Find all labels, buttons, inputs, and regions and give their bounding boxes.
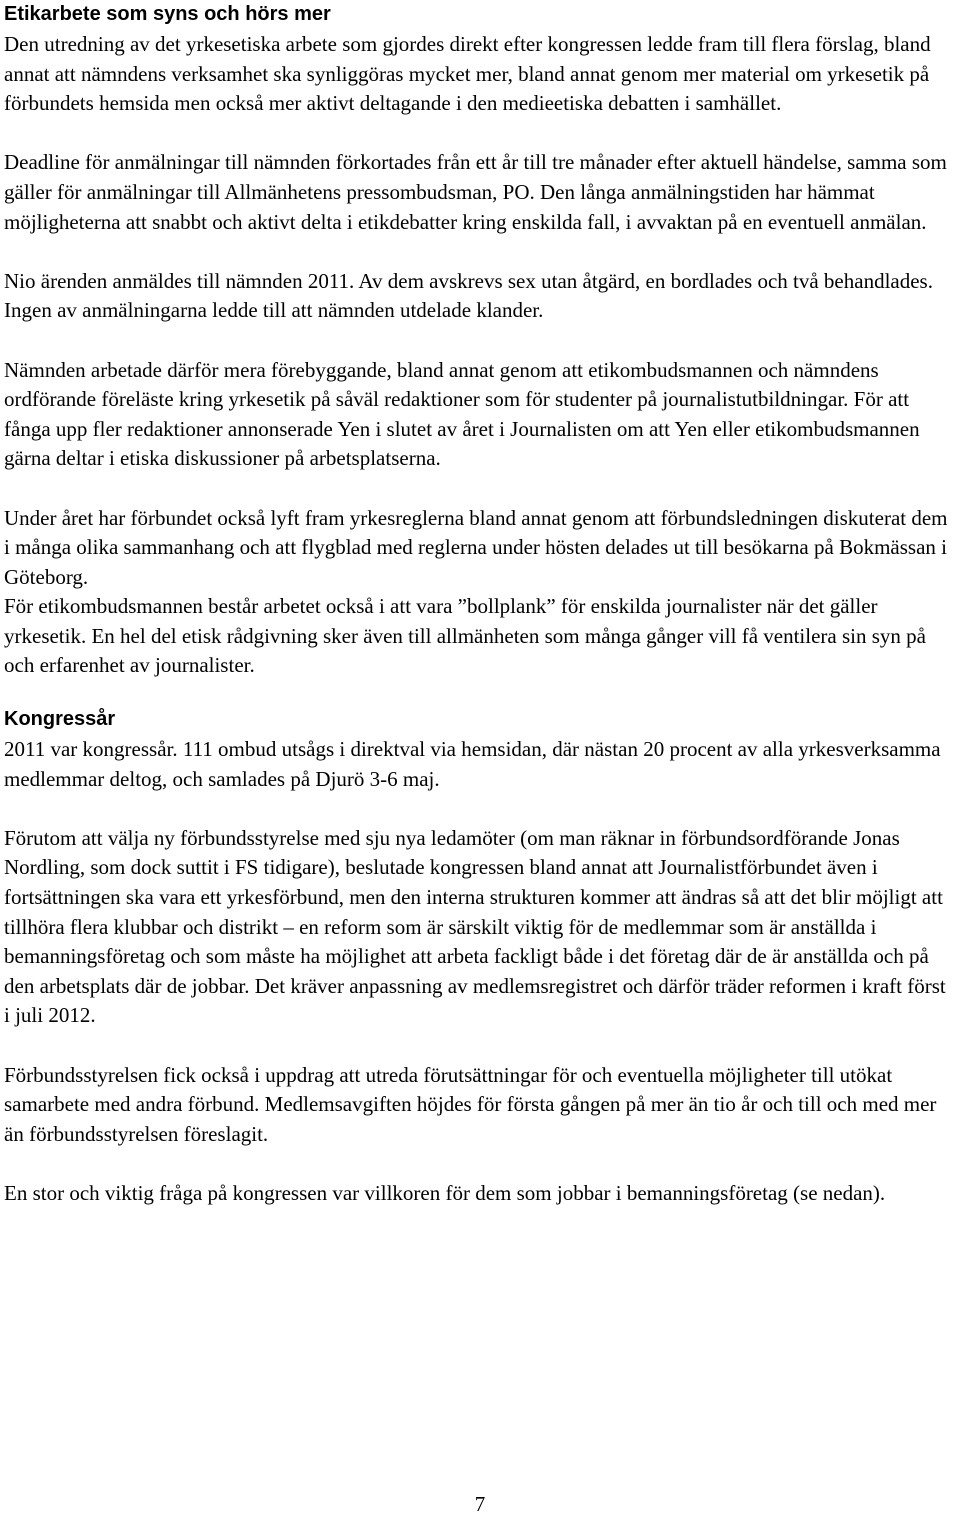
document-page [4,0,956,1209]
paragraph: För etikombudsmannen består arbetet också i att vara ”bollplank” för enskilda journalister när det gäller yrkesetik. En hel del etisk rådgivning sker även till allmänheten som många gånger vill få ventilera sin syn på och erfarenhet av journalister. [4,594,926,678]
paragraph: Nio ärenden anmäldes till nämnden 2011. Av dem avskrevs sex utan åtgärd, en bordlades och två behandlades. Ingen av anmälningarna ledde till att nämnden utdelade klander. [4,268,933,323]
paragraph: Förutom att välja ny förbundsstyrelse med sju nya ledamöter (om man räknar in förbundsordförande Jonas Nordling, som dock suttit i FS tidigare), beslutade kongressen bland annat att Journalistförbundet även i fortsättningen ska vara ett yrkesförbund, men den interna strukturen kommer att ändras så att det blir möjligt att tillhöra flera klubbar och distrikt – en reform som är särskilt viktig för de medlemmar som är anställda i bemanningsföretag och som måste ha möjlighet att arbeta fackligt både i det företag där de är anställda och på den arbetsplats där de jobbar. Det kräver anpassning av medlemsregistret och därför träder reformen i kraft först i juli 2012. [4,825,946,1028]
paragraph: Under året har förbundet också lyft fram yrkesreglerna bland annat genom att förbundsledningen diskuterat dem i många olika sammanhang och att flygblad med reglerna under hösten delades ut till besökarna på Bokmässan i Göteborg. [4,505,948,589]
paragraph: Nämnden arbetade därför mera förebyggande, bland annat genom att etikombudsmannen och nämndens ordförande föreläste kring yrkesetik på såväl redaktioner som för studenter på journalistutbildningar. För att fånga upp fler redaktioner annonserade Yen i slutet av året i Journalisten om att Yen eller etikombudsmannen gärna deltar i etiska diskussioner på arbetsplatserna. [4,357,920,471]
paragraph: Deadline för anmälningar till nämnden förkortades från ett år till tre månader efter aktuell händelse, samma som gäller för anmälningar till Allmänhetens pressombudsman, PO. Den långa anmälningstiden har hämmat möjligheterna att snabbt och aktivt delta i etikdebatter kring enskilda fall, i avvaktan på en eventuell anmälan. [4,150,947,234]
section-heading-ethics: Etikarbete som syns och hörs mer [4,3,331,25]
paragraph: En stor och viktig fråga på kongressen var villkoren för dem som jobbar i bemanningsföretag (se nedan). [4,1180,886,1205]
section-heading-congress: Kongressår [4,708,116,731]
page-number: 7 [474,1492,486,1516]
paragraph: 2011 var kongressår. 111 ombud utsågs i direktval via hemsidan, där nästan 20 procent av alla yrkesverksamma medlemmar deltog, och samlades på Djurö 3-6 maj. [4,737,941,791]
paragraph: Den utredning av det yrkesetiska arbete som gjordes direkt efter kongressen ledde fram till flera förslag, bland annat att nämndens verksamhet ska synliggöras mycket mer, bland annat genom mer material om yrkesetik på förbundets hemsida men också mer aktivt deltagande i den medieetiska debatten i samhället. [4,32,931,116]
paragraph: Förbundsstyrelsen fick också i uppdrag att utreda förutsättningar för och eventuella möjligheter till utökat samarbete med andra förbund. Medlemsavgiften höjdes för första gången på mer än tio år och till och med mer än förbundsstyrelsen föreslagit. [4,1062,937,1146]
